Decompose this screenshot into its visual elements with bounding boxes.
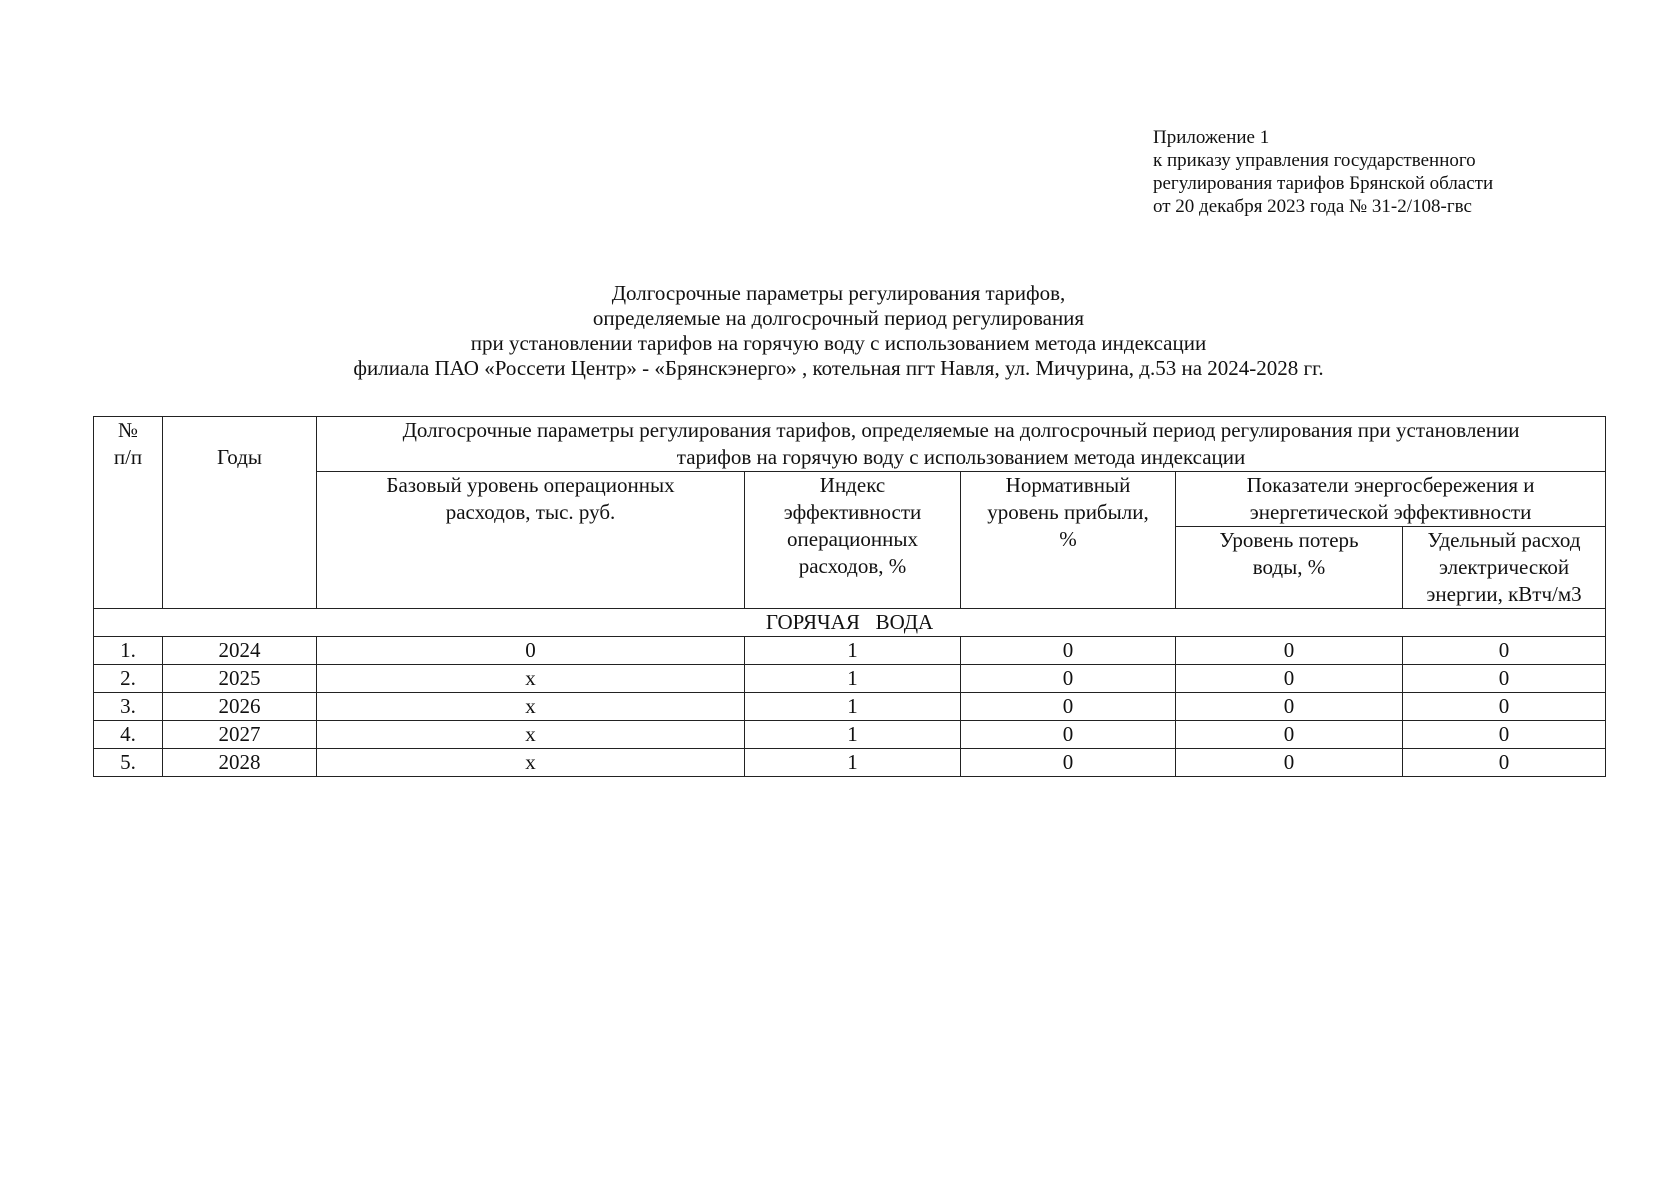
table-row [94, 665, 1606, 693]
table-row [94, 749, 1606, 777]
header-group-line-2: тарифов на горячую воду с использованием метода индексации [676, 445, 1246, 469]
row-profit-level: 0 [961, 665, 1176, 693]
document-title [0, 281, 1677, 381]
table-row [94, 721, 1606, 749]
row-base-opex: х [317, 749, 745, 777]
row-year: 2026 [163, 693, 317, 721]
appendix-line-1: Приложение 1 [1153, 127, 1270, 148]
header-energy-line-1: Показатели энергосбережения и [1246, 473, 1535, 497]
row-water-loss: 0 [1176, 693, 1403, 721]
title-line-4: филиала ПАО «Россети Центр» - «Брянскэнерго» , котельная пгт Навля, ул. Мичурина, д.53 на 2024-2028 гг. [353, 356, 1324, 380]
header-row-1 [94, 417, 1606, 472]
header-group [317, 417, 1606, 472]
row-profit-level: 0 [961, 637, 1176, 665]
row-profit-level: 0 [961, 749, 1176, 777]
table-row [94, 637, 1606, 665]
header-power-consumption [1403, 527, 1606, 609]
row-efficiency-index: 1 [745, 693, 961, 721]
row-number: 1. [94, 637, 163, 665]
row-power-consumption: 0 [1403, 665, 1606, 693]
header-base-line-2: расходов, тыс. руб. [445, 500, 616, 524]
row-water-loss: 0 [1176, 749, 1403, 777]
row-number: 3. [94, 693, 163, 721]
header-profit-level [961, 472, 1176, 609]
row-profit-level: 0 [961, 721, 1176, 749]
row-base-opex: х [317, 665, 745, 693]
row-power-consumption: 0 [1403, 637, 1606, 665]
parameters-table [93, 416, 1606, 777]
header-power-line-1: Удельный расход [1427, 528, 1581, 552]
header-number [94, 417, 163, 609]
header-profit-line-1: Нормативный [1005, 473, 1131, 497]
row-year: 2025 [163, 665, 317, 693]
row-base-opex: 0 [317, 637, 745, 665]
header-years-label: Годы [217, 445, 262, 469]
header-index-line-2: эффективности [783, 500, 922, 524]
row-water-loss: 0 [1176, 721, 1403, 749]
row-year: 2028 [163, 749, 317, 777]
appendix-line-2: к приказу управления государственного [1153, 150, 1476, 171]
header-index-line-4: расходов, % [798, 554, 907, 578]
header-energy-line-2: энергетической эффективности [1249, 500, 1532, 524]
row-number: 5. [94, 749, 163, 777]
header-loss-line-2: воды, % [1252, 555, 1326, 579]
row-efficiency-index: 1 [745, 637, 961, 665]
row-efficiency-index: 1 [745, 721, 961, 749]
appendix-line-3: регулирования тарифов Брянской области [1153, 173, 1494, 194]
title-line-3: при установлении тарифов на горячую воду с использованием метода индексации [470, 331, 1207, 355]
header-base-opex [317, 472, 745, 609]
row-efficiency-index: 1 [745, 749, 961, 777]
header-index-line-1: Индекс [819, 473, 886, 497]
header-base-line-1: Базовый уровень операционных [386, 473, 675, 497]
row-base-opex: х [317, 721, 745, 749]
row-profit-level: 0 [961, 693, 1176, 721]
row-year: 2024 [163, 637, 317, 665]
header-water-loss [1176, 527, 1403, 609]
section-row [94, 609, 1606, 637]
header-group-line-1: Долгосрочные параметры регулирования тарифов, определяемые на долгосрочный период регулирования при установлении [402, 418, 1520, 442]
header-power-line-3: энергии, кВтч/м3 [1426, 582, 1582, 606]
row-year: 2027 [163, 721, 317, 749]
header-number-line-2: п/п [113, 445, 143, 469]
header-energy-indicators [1176, 472, 1606, 527]
row-efficiency-index: 1 [745, 665, 961, 693]
row-number: 2. [94, 665, 163, 693]
row-base-opex: х [317, 693, 745, 721]
header-index-line-3: операционных [787, 527, 918, 551]
header-profit-line-2: уровень прибыли, [987, 500, 1149, 524]
header-row-2 [94, 472, 1606, 527]
row-number: 4. [94, 721, 163, 749]
appendix-line-4: от 20 декабря 2023 года № 31-2/108-гвс [1153, 196, 1472, 217]
section-hot-water: ГОРЯЧАЯ ВОДА [94, 609, 1606, 637]
header-power-line-2: электрической [1438, 555, 1570, 579]
row-water-loss: 0 [1176, 637, 1403, 665]
header-number-line-1: № [117, 418, 139, 442]
header-efficiency-index [745, 472, 961, 609]
row-power-consumption: 0 [1403, 749, 1606, 777]
header-years [163, 417, 317, 609]
appendix-block [1153, 126, 1493, 218]
table-row [94, 693, 1606, 721]
row-power-consumption: 0 [1403, 693, 1606, 721]
title-line-2: определяемые на долгосрочный период регулирования [592, 306, 1085, 330]
title-line-1: Долгосрочные параметры регулирования тарифов, [611, 281, 1066, 305]
header-profit-line-3: % [1059, 527, 1077, 551]
row-power-consumption: 0 [1403, 721, 1606, 749]
header-loss-line-1: Уровень потерь [1219, 528, 1359, 552]
row-water-loss: 0 [1176, 665, 1403, 693]
